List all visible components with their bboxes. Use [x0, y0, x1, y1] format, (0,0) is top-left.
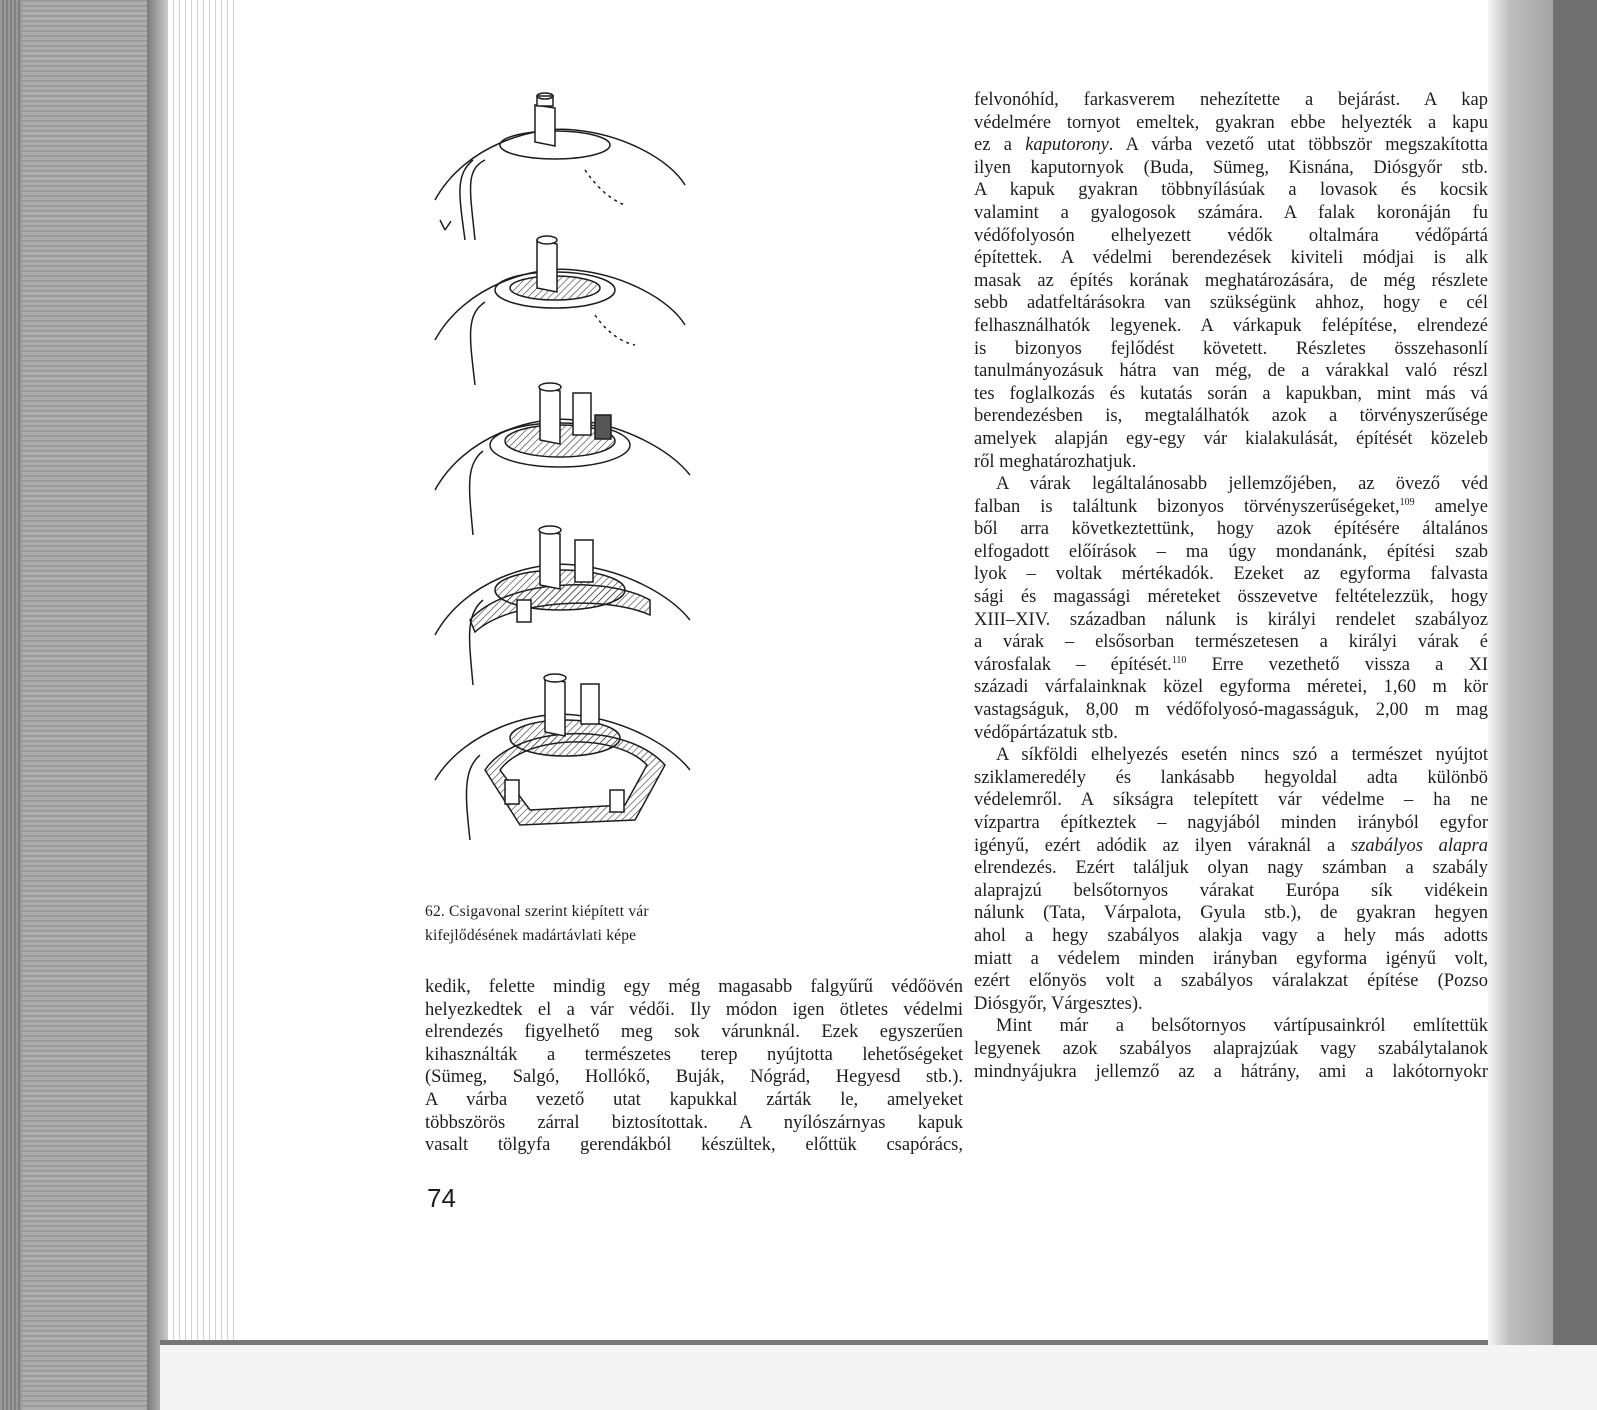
text-line: A várak legáltalánosabb jellemzőjében, az övező véd	[996, 474, 1488, 495]
text-line: amelyek alapján egy-egy vár kialakulását, építését közeleb	[974, 428, 1488, 449]
emphasis: kaputorony	[1025, 135, 1109, 156]
text-line: sebb adatfeltárásokra van szükségünk ahhoz, hogy e cél	[974, 293, 1488, 314]
text-line: miatt a védelem minden irányban egyforma igényű volt,	[974, 948, 1488, 969]
footnote-ref: 109	[1399, 496, 1415, 508]
right-edge	[1553, 0, 1597, 1345]
text-line: felvonóhíd, farkasverem nehezítette a bejárást. A kap	[974, 90, 1488, 110]
text-line: elrendezés. Ezért találjuk olyan nagy számban a szabály	[974, 858, 1488, 879]
text-line: A kapuk gyakran többnyílásúak a lovasok és kocsik	[974, 180, 1488, 201]
text-line: berendezésben is, megtalálhatók azok a törvényszerűsége	[974, 406, 1488, 427]
text-line: tes foglalkozás és kutatás során a kapukban, mint más vá	[974, 383, 1488, 404]
text-line	[974, 835, 1488, 858]
text-line: vasalt tölgyfa gerendákból készültek, előttük csapórács,	[425, 1135, 963, 1156]
text-line: kedik, felette mindig egy még magasabb falgyűrű védőövén	[425, 977, 963, 997]
text-line: alaprajzú belsőtornyos várakat Európa sík vidékein	[974, 880, 1488, 901]
emphasis: szabályos alapra	[1350, 835, 1488, 856]
text-line: védőpártázatuk stb.	[974, 722, 1118, 743]
text-line	[974, 654, 1488, 677]
text-line: védelmére tornyot emeltek, gyakran ebbe helyezték a kapu	[974, 112, 1488, 133]
text-line: védelemről. A síkságra telepített vár védelme – ha ne	[974, 790, 1488, 811]
text-line: ezért előnyös volt a szabályos váralakzat építése (Pozso	[974, 971, 1488, 992]
left-text-column	[425, 976, 963, 1157]
text-line: legyenek azok szabályos alaprajzúak vagy szabálytalanok	[974, 1038, 1488, 1059]
text-line: a várak – elsősorban természetesen a királyi várak é	[974, 632, 1488, 653]
text-line: A síkföldi elhelyezés esetén nincs szó a természet nyújtot	[996, 745, 1488, 766]
cover-edge	[147, 0, 169, 1410]
text-span: igényű, ezért adódik az ilyen váraknál a	[974, 835, 1351, 856]
book-spine	[0, 0, 160, 1410]
text-line: (Sümeg, Salgó, Hollókő, Buják, Nógrád, Hegyesd stb.).	[425, 1067, 963, 1088]
caption-line: 62. Csigavonal szerint kiépített vár	[425, 903, 649, 920]
castle-stage-1	[435, 93, 685, 240]
castle-stage-2	[435, 236, 685, 385]
page-number: 74	[427, 1183, 456, 1213]
text-line: elfogadott előírások – ma úgy mondanánk, építési szab	[974, 541, 1488, 562]
castle-evolution-illustration	[425, 90, 715, 890]
text-line: sági és magassági méreteket összevetve feltételezzük, hogy	[974, 587, 1488, 608]
text-line: lyok – voltak mértékadók. Ezeket az egyforma falvasta	[974, 564, 1488, 585]
text-line: építettek. A védelmi berendezések kiviteli módjai is alk	[974, 248, 1488, 269]
text-span: Erre vezethető vissza a XI	[1186, 654, 1488, 675]
text-line: helyezkedtek el a vár védői. Ily módon igen ötletes védelmi	[425, 999, 963, 1020]
castle-stage-5	[435, 674, 690, 840]
text-line	[974, 134, 1488, 157]
text-line: mindnyájukra jellemző az a hátrány, ami a lakótornyokr	[974, 1061, 1488, 1082]
text-line: is bizonyos fejlődést követett. Részletes összehasonlí	[974, 338, 1488, 359]
text-line: sziklameredély és lankásabb hegyoldal adta különbö	[974, 767, 1488, 788]
text-line: vízpartra építkeztek – nagyjából minden irányból egyfor	[974, 813, 1488, 833]
text-span: amelye	[1414, 496, 1488, 517]
right-text-column	[974, 89, 1488, 1083]
castle-stage-3	[435, 383, 690, 535]
text-line: masak az építés korának meghatározására, de még részlete	[974, 270, 1488, 291]
figure-caption	[425, 900, 685, 948]
text-span: városfalak – építését.	[974, 654, 1172, 675]
text-line: nálunk (Tata, Várpalota, Gyula stb.), de gyakran hegyen	[974, 903, 1488, 924]
text-span: falban is találtunk bizonyos törvényszerűségeket,	[974, 496, 1400, 517]
text-line: felhasználhatók legyenek. A várkapuk felépítése, elrendezé	[974, 315, 1488, 336]
text-line: ből arra következtettünk, hogy azok építésére általános	[974, 519, 1488, 540]
scanner-bed	[160, 1345, 1597, 1410]
text-line: XIII–XIV. században nálunk is királyi rendelet szabályoz	[974, 609, 1488, 630]
text-line: Diósgyőr, Várgesztes).	[974, 993, 1143, 1014]
caption-line: kifejlődésének madártávlati képe	[425, 927, 637, 944]
text-line	[974, 496, 1488, 519]
text-line: ről meghatározhatjuk.	[974, 451, 1137, 472]
text-line: vastagságuk, 8,00 m védőfolyosó-magasságuk, 2,00 m mag	[974, 700, 1488, 721]
cloth-cover	[22, 0, 147, 1410]
text-line: tanulmányozásuk hátra van még, de a várakkal való részl	[974, 361, 1488, 382]
text-line: elrendezés figyelhető meg sok várunknál. Ezek egyszerűen	[425, 1022, 963, 1043]
text-line: ilyen kaputornyok (Buda, Sümeg, Kisnána, Diósgyőr stb.	[974, 157, 1488, 178]
text-span: . A várba vezető utat többször megszakította	[1108, 135, 1488, 156]
footnote-ref: 110	[1171, 654, 1187, 666]
text-line: valamint a gyalogosok számára. A falak koronáján fu	[974, 202, 1488, 223]
text-line: többszörös zárral biztosítottak. A nyílószárnyas kapuk	[425, 1112, 963, 1133]
text-line: ahol a hegy szabályos alakja vagy a hely más adotts	[974, 925, 1488, 946]
page-stack	[168, 0, 238, 1340]
text-line: védőfolyosón elhelyezett védők oltalmára védőpártá	[974, 225, 1488, 246]
text-line: századi várfalainknak közel egyforma méretei, 1,60 m kör	[974, 677, 1488, 698]
text-span: ez a	[974, 135, 1026, 156]
text-line: A várba vezető utat kapukkal zárták le, amelyeket	[425, 1089, 963, 1110]
text-line: kihasználták a természetes terep nyújtotta lehetőségeket	[425, 1044, 963, 1065]
castle-stage-4	[435, 526, 690, 685]
text-line: Mint már a belsőtornyos vártípusainkról említettük	[996, 1016, 1488, 1037]
